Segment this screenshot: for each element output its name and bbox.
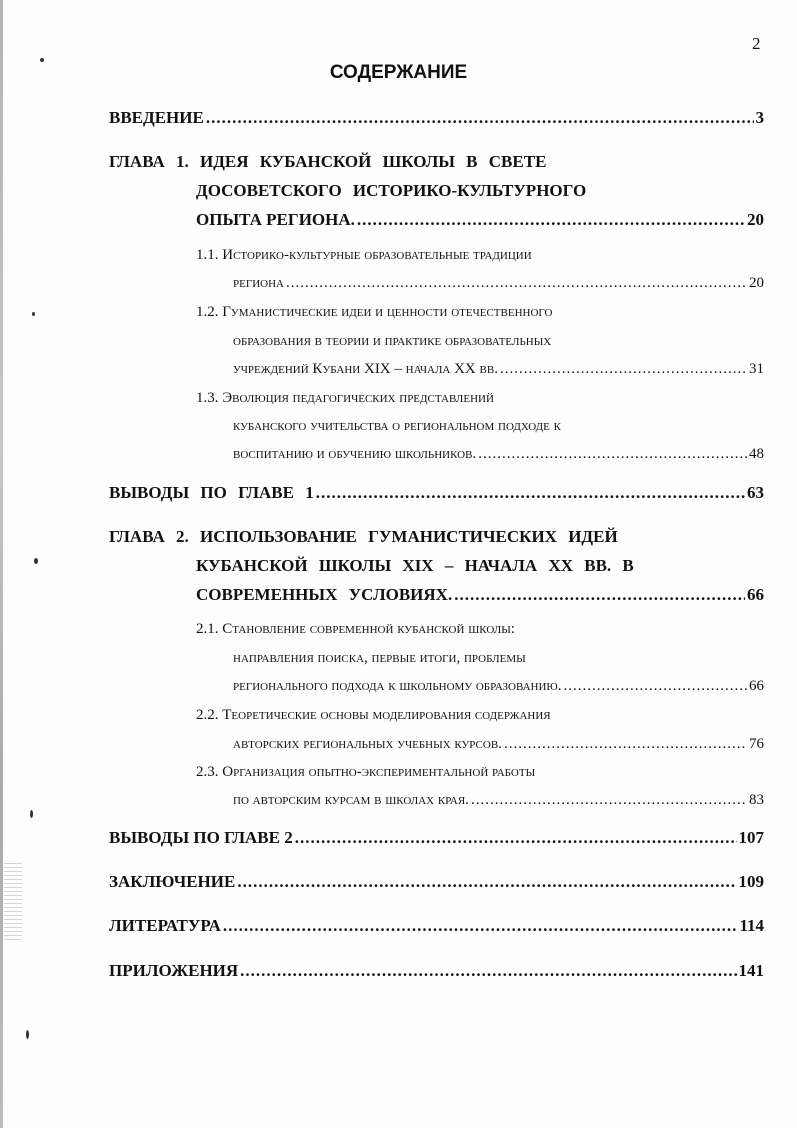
- toc-entry-literature[interactable]: [109, 916, 764, 936]
- toc-entry-page: 66: [749, 678, 764, 694]
- toc-entry-label: ВВЕДЕНИЕ: [109, 108, 204, 127]
- toc-entry-appendices[interactable]: [109, 961, 764, 981]
- toc-entry-chapter2[interactable]: [196, 585, 764, 605]
- toc-entry-page: 107: [738, 828, 764, 847]
- chapter2-heading-line2[interactable]: КУБАНСКОЙ ШКОЛЫ XIX – НАЧАЛА XX ВВ. В: [196, 556, 634, 575]
- toc-entry-label: ПРИЛОЖЕНИЯ: [109, 961, 239, 980]
- toc-entry-label: авторских региональных учебных курсов.: [233, 736, 502, 752]
- toc-entry-label: региона: [233, 275, 284, 291]
- dot-leader: [240, 961, 736, 981]
- toc-entry-section-1-3[interactable]: [233, 446, 764, 463]
- toc-entry-page: 20: [749, 275, 764, 291]
- section-2-1-line1[interactable]: 2.1. Становление современной кубанской школы:: [196, 621, 515, 637]
- toc-entry-label: по авторским курсам в школах края.: [233, 792, 469, 808]
- dot-leader: [223, 916, 738, 936]
- chapter2-heading-line1[interactable]: ГЛАВА 2. ИСПОЛЬЗОВАНИЕ ГУМАНИСТИЧЕСКИХ ИДЕЙ: [109, 527, 618, 546]
- toc-entry-label: ВЫВОДЫ ПО ГЛАВЕ 1: [109, 483, 314, 502]
- chapter1-heading-line2[interactable]: ДОСОВЕТСКОГО ИСТОРИКО-КУЛЬТУРНОГО: [196, 181, 587, 200]
- dot-leader: [295, 828, 737, 848]
- dot-leader: [206, 108, 754, 128]
- toc-entry-chapter1[interactable]: [196, 210, 764, 230]
- section-2-1-line2[interactable]: направления поиска, первые итоги, проблемы: [233, 650, 526, 666]
- toc-entry-section-1-2[interactable]: [233, 361, 764, 378]
- dot-leader: [564, 678, 748, 695]
- toc-title: СОДЕРЖАНИЕ: [329, 62, 468, 83]
- dot-leader: [316, 483, 745, 503]
- toc-entry-conclusions-ch2[interactable]: [109, 828, 764, 848]
- dot-leader: [454, 585, 745, 605]
- toc-entry-label: СОВРЕМЕННЫХ УСЛОВИЯХ.: [196, 585, 453, 604]
- section-1-2-line2[interactable]: образования в теории и практике образовательных: [233, 333, 552, 349]
- dot-leader: [478, 446, 747, 463]
- toc-entry-section-2-3[interactable]: [233, 792, 764, 809]
- toc-entry-page: 83: [749, 792, 764, 808]
- section-1-3-line2[interactable]: кубанского учительства о региональном подходе к: [233, 418, 561, 434]
- toc-entry-page: 109: [738, 872, 764, 891]
- scan-speck: [26, 1030, 29, 1039]
- toc-entry-page: 31: [749, 361, 764, 377]
- toc-entry-conclusion[interactable]: [109, 872, 764, 892]
- dot-leader: [504, 736, 747, 753]
- dot-leader: [237, 872, 736, 892]
- scan-speck: [34, 558, 38, 564]
- toc-entry-section-1-1[interactable]: [233, 275, 764, 292]
- scan-speck: [32, 312, 35, 316]
- toc-entry-section-2-1[interactable]: [233, 678, 764, 695]
- scan-noise: [4, 860, 22, 940]
- toc-entry-section-2-2[interactable]: [233, 736, 764, 753]
- section-2-3-line1[interactable]: 2.3. Организация опытно-экспериментальной работы: [196, 764, 536, 780]
- toc-entry-page: 63: [747, 483, 764, 502]
- scan-edge: [0, 0, 3, 1128]
- toc-entry-label: ОПЫТА РЕГИОНА.: [196, 210, 355, 229]
- toc-entry-page: 3: [755, 108, 764, 127]
- scan-speck: [30, 810, 33, 818]
- toc-entry-page: 76: [749, 736, 764, 752]
- section-2-2-line1[interactable]: 2.2. Теоретические основы моделирования содержания: [196, 707, 551, 723]
- toc-entry-label: ЗАКЛЮЧЕНИЕ: [109, 872, 236, 891]
- toc-entry-label: воспитанию и обучению школьников.: [233, 446, 477, 462]
- toc-entry-intro[interactable]: [109, 108, 764, 128]
- section-1-2-line1[interactable]: 1.2. Гуманистические идеи и ценности отечественного: [196, 304, 553, 320]
- toc-entry-label: ВЫВОДЫ ПО ГЛАВЕ 2: [109, 828, 293, 847]
- toc-entry-conclusions-ch1[interactable]: [109, 483, 764, 503]
- toc-entry-label: ЛИТЕРАТУРА: [109, 916, 221, 935]
- toc-entry-page: 141: [738, 961, 764, 980]
- section-1-3-line1[interactable]: 1.3. Эволюция педагогических представлений: [196, 390, 494, 406]
- toc-entry-page: 114: [739, 916, 764, 935]
- dot-leader: [357, 210, 745, 230]
- dot-leader: [286, 275, 747, 292]
- toc-entry-page: 66: [747, 585, 764, 604]
- dot-leader: [471, 792, 747, 809]
- toc-entry-label: учреждений Кубани XIX – начала XX вв.: [233, 361, 498, 377]
- dot-leader: [500, 361, 747, 378]
- toc-entry-page: 20: [747, 210, 764, 229]
- toc-entry-label: регионального подхода к школьному образованию.: [233, 678, 562, 694]
- toc-entry-page: 48: [749, 446, 764, 462]
- page-number: 2: [752, 34, 761, 53]
- section-1-1-line1[interactable]: 1.1. Историко-культурные образовательные традиции: [196, 247, 532, 263]
- chapter1-heading-line1[interactable]: ГЛАВА 1. ИДЕЯ КУБАНСКОЙ ШКОЛЫ В СВЕТЕ: [109, 152, 547, 171]
